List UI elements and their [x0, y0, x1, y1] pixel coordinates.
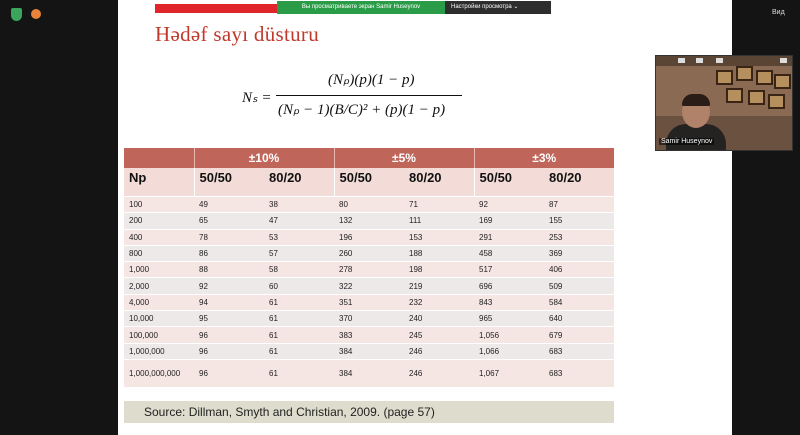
population-size-cell: 400 — [124, 229, 194, 245]
sample-size-cell: 96 — [194, 343, 264, 359]
sample-size-cell: 240 — [404, 311, 474, 327]
sample-size-cell: 111 — [404, 213, 474, 229]
sample-size-cell: 47 — [264, 213, 334, 229]
sample-size-cell: 683 — [544, 343, 614, 359]
slide-title: Hədəf sayı düsturu — [155, 22, 320, 46]
population-size-cell: 200 — [124, 213, 194, 229]
table-row — [124, 245, 614, 261]
sample-size-cell: 584 — [544, 294, 614, 310]
sample-size-cell: 245 — [404, 327, 474, 343]
column-header-split: 80/20 — [264, 168, 334, 197]
sample-size-cell: 458 — [474, 245, 544, 261]
sample-size-cell: 370 — [334, 311, 404, 327]
share-indicator-bar — [155, 4, 277, 13]
sample-size-cell: 278 — [334, 262, 404, 278]
sample-size-cell: 322 — [334, 278, 404, 294]
table-row — [124, 262, 614, 278]
wall-picture — [756, 70, 773, 85]
sample-size-cell: 188 — [404, 245, 474, 261]
wall-picture — [774, 74, 791, 89]
column-header-split: 80/20 — [404, 168, 474, 197]
table-header-10pct: ±10% — [194, 148, 334, 168]
sample-size-table — [124, 148, 614, 387]
sample-size-cell: 253 — [544, 229, 614, 245]
sample-size-cell: 1,056 — [474, 327, 544, 343]
sample-size-cell: 95 — [194, 311, 264, 327]
participant-video-tile[interactable] — [655, 55, 793, 151]
source-citation: Source: Dillman, Smyth and Christian, 2009. (page 57) — [124, 401, 614, 423]
sample-size-cell: 1,066 — [474, 343, 544, 359]
wall-picture — [736, 66, 753, 81]
population-size-cell: 1,000,000,000 — [124, 359, 194, 387]
video-tile-toolbar — [656, 56, 792, 66]
sample-size-cell: 683 — [544, 359, 614, 387]
participant-name: Samir Huseynov — [661, 138, 713, 145]
sample-size-cell: 87 — [544, 197, 614, 213]
sample-size-cell: 80 — [334, 197, 404, 213]
sample-size-cell: 196 — [334, 229, 404, 245]
sample-size-cell: 260 — [334, 245, 404, 261]
column-header-split: 80/20 — [544, 168, 614, 197]
sample-size-cell: 61 — [264, 359, 334, 387]
sample-size-cell: 94 — [194, 294, 264, 310]
table-row — [124, 311, 614, 327]
sample-size-cell: 384 — [334, 343, 404, 359]
formula-fraction-bar — [276, 95, 462, 96]
sample-size-cell: 843 — [474, 294, 544, 310]
sample-size-cell: 53 — [264, 229, 334, 245]
table-row — [124, 327, 614, 343]
population-size-cell: 100,000 — [124, 327, 194, 343]
sample-size-cell: 96 — [194, 327, 264, 343]
sample-size-cell: 1,067 — [474, 359, 544, 387]
sample-size-cell: 246 — [404, 359, 474, 387]
sample-size-cell: 92 — [474, 197, 544, 213]
sample-size-cell: 291 — [474, 229, 544, 245]
sample-size-cell: 509 — [544, 278, 614, 294]
video-control-icon[interactable] — [696, 58, 703, 63]
view-options-button[interactable]: Настройки просмотра ⌄ — [445, 1, 551, 14]
formula-denominator: (Nₚ − 1)(B/C)² + (p)(1 − p) — [278, 102, 446, 118]
sample-size-cell: 96 — [194, 359, 264, 387]
viewing-screen-banner: Вы просматриваете экран Samir Huseynov — [277, 1, 445, 14]
column-header-split: 50/50 — [334, 168, 404, 197]
sample-size-cell: 696 — [474, 278, 544, 294]
wall-picture — [716, 70, 733, 85]
sample-size-cell: 92 — [194, 278, 264, 294]
column-header-split: 50/50 — [474, 168, 544, 197]
sample-size-cell: 61 — [264, 294, 334, 310]
formula-numerator: (Nₚ)(p)(1 − p) — [328, 72, 415, 88]
table-row — [124, 197, 614, 213]
population-size-cell: 1,000,000 — [124, 343, 194, 359]
table-row — [124, 278, 614, 294]
table-row — [124, 343, 614, 359]
table-row — [124, 213, 614, 229]
participant-hair — [682, 94, 710, 106]
sample-size-cell: 88 — [194, 262, 264, 278]
shield-icon[interactable] — [11, 8, 22, 21]
population-size-cell: 800 — [124, 245, 194, 261]
table-row — [124, 229, 614, 245]
sample-size-cell: 57 — [264, 245, 334, 261]
sample-size-cell: 369 — [544, 245, 614, 261]
sample-size-cell: 61 — [264, 311, 334, 327]
sample-size-cell: 219 — [404, 278, 474, 294]
table-row — [124, 359, 614, 387]
info-icon[interactable] — [31, 9, 41, 19]
sample-size-cell: 383 — [334, 327, 404, 343]
sample-size-cell: 679 — [544, 327, 614, 343]
wall-picture — [768, 94, 785, 109]
sample-size-cell: 132 — [334, 213, 404, 229]
table-header-5pct: ±5% — [334, 148, 474, 168]
table-subheader-row — [124, 168, 614, 197]
table-header-blank — [124, 148, 194, 168]
sample-size-cell: 86 — [194, 245, 264, 261]
population-size-cell: 10,000 — [124, 311, 194, 327]
sample-size-cell: 169 — [474, 213, 544, 229]
sample-size-cell: 232 — [404, 294, 474, 310]
sample-size-cell: 58 — [264, 262, 334, 278]
sample-size-cell: 965 — [474, 311, 544, 327]
wall-picture — [726, 88, 743, 103]
sample-size-cell: 246 — [404, 343, 474, 359]
population-size-cell: 2,000 — [124, 278, 194, 294]
sample-size-cell: 198 — [404, 262, 474, 278]
column-header-np: Np — [124, 168, 194, 197]
sample-size-cell: 49 — [194, 197, 264, 213]
column-header-split: 50/50 — [194, 168, 264, 197]
sample-size-cell: 640 — [544, 311, 614, 327]
video-control-icon[interactable] — [716, 58, 723, 63]
population-size-cell: 1,000 — [124, 262, 194, 278]
population-size-cell: 100 — [124, 197, 194, 213]
table-body — [124, 197, 614, 387]
view-menu-button[interactable]: Вид — [772, 9, 785, 16]
video-control-icon[interactable] — [678, 58, 685, 63]
sample-size-cell: 38 — [264, 197, 334, 213]
sample-size-cell: 60 — [264, 278, 334, 294]
sample-size-cell: 351 — [334, 294, 404, 310]
sample-size-cell: 384 — [334, 359, 404, 387]
sample-size-cell: 61 — [264, 327, 334, 343]
sample-size-cell: 71 — [404, 197, 474, 213]
population-size-cell: 4,000 — [124, 294, 194, 310]
table-header-3pct: ±3% — [474, 148, 614, 168]
sample-size-cell: 517 — [474, 262, 544, 278]
wall-picture — [748, 90, 765, 105]
table-row — [124, 294, 614, 310]
sample-size-cell: 78 — [194, 229, 264, 245]
table-group-header-row — [124, 148, 614, 168]
sample-size-cell: 153 — [404, 229, 474, 245]
left-toolbar — [0, 0, 118, 435]
sample-size-cell: 155 — [544, 213, 614, 229]
formula-lhs: Nₛ = — [242, 90, 272, 106]
sample-size-cell: 65 — [194, 213, 264, 229]
sample-size-cell: 406 — [544, 262, 614, 278]
sample-size-cell: 61 — [264, 343, 334, 359]
grid-view-icon[interactable] — [780, 58, 787, 63]
